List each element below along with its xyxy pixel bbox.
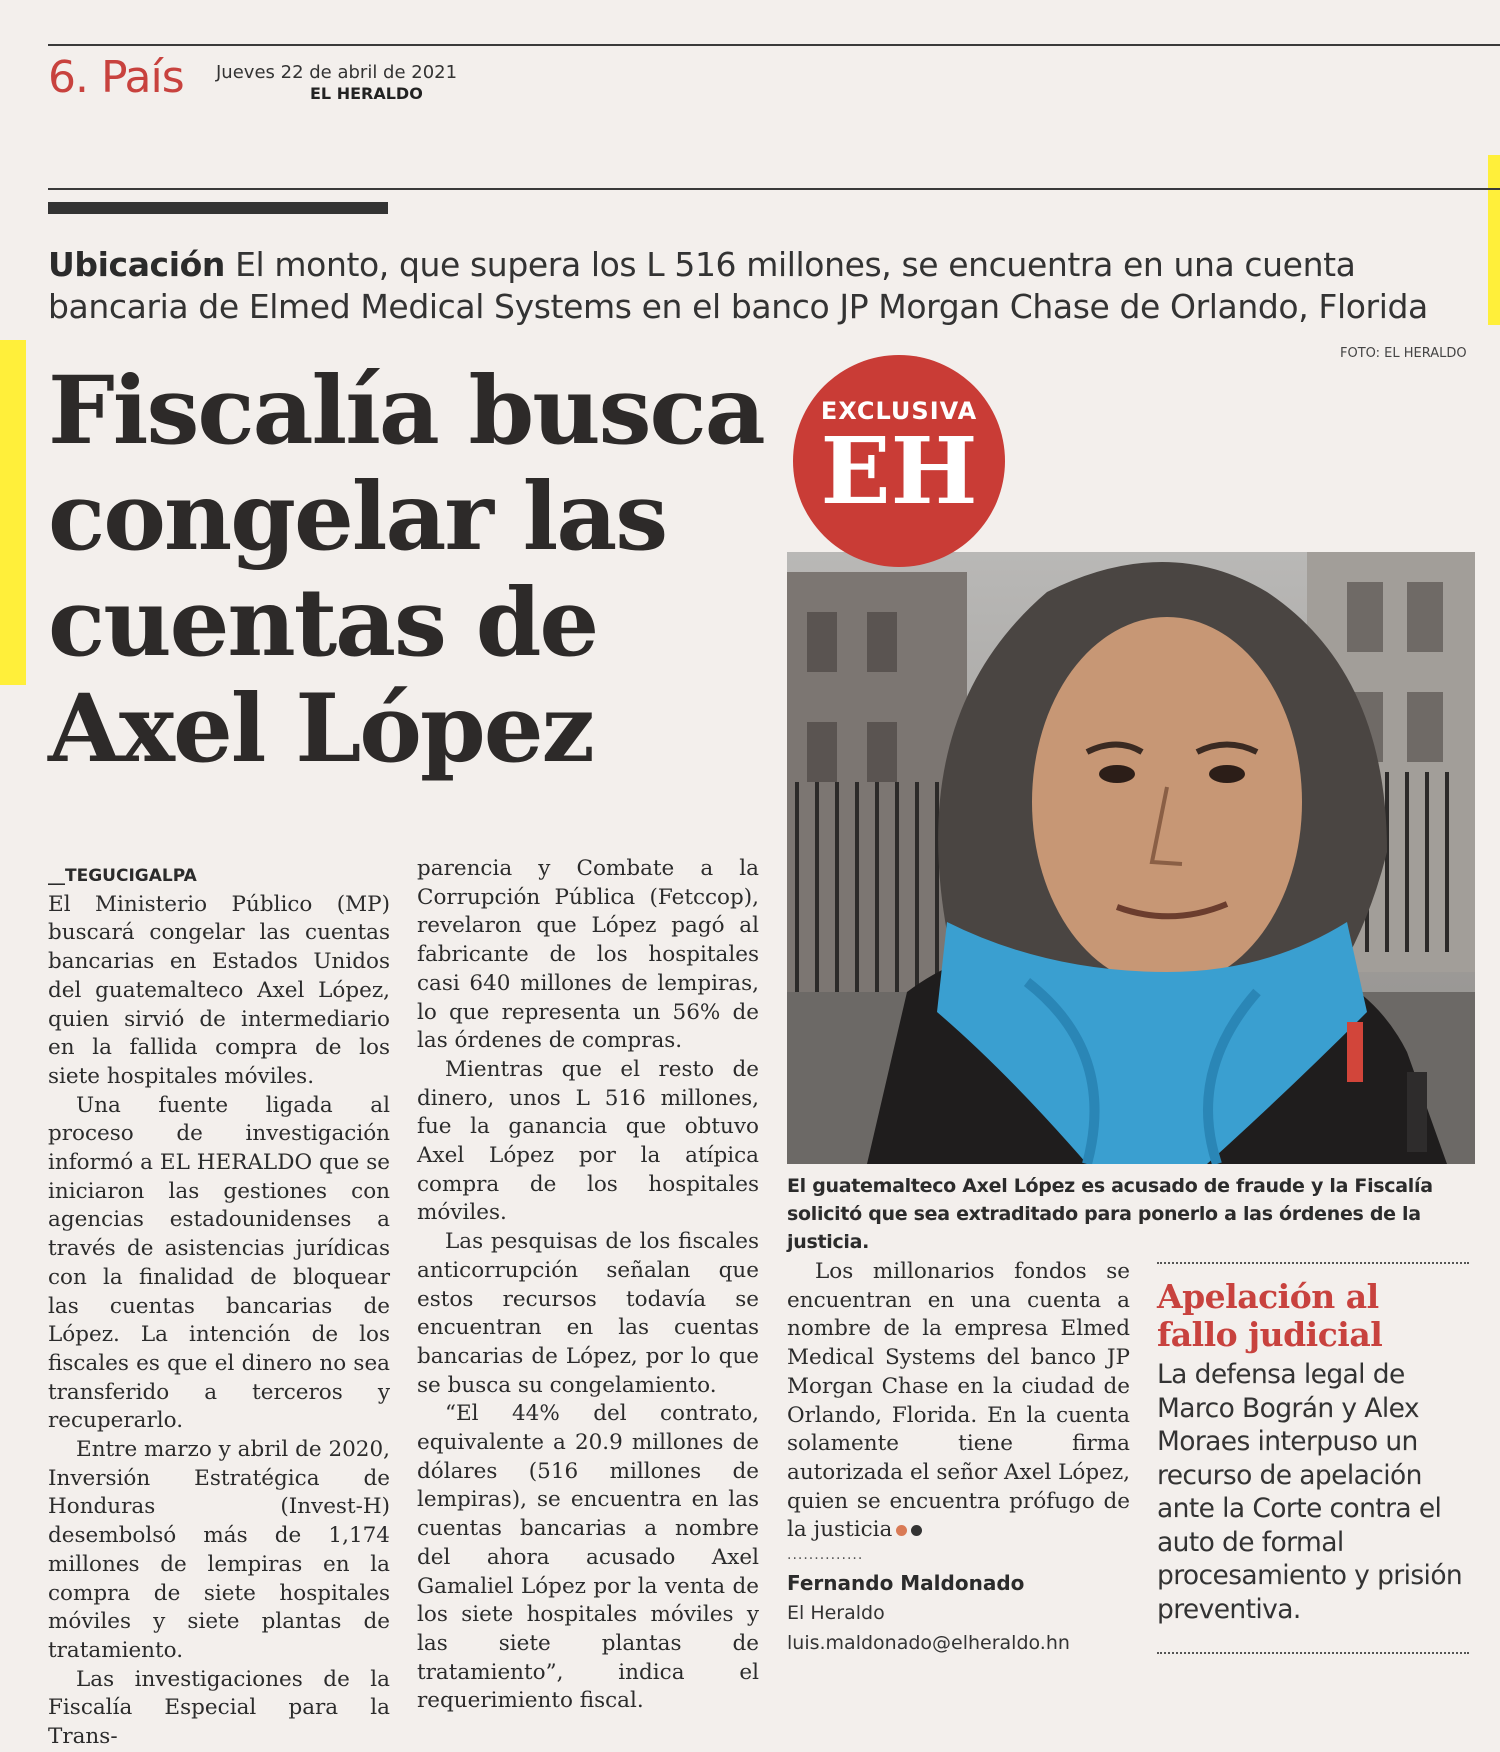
issue-date: Jueves 22 de abril de 2021 [216, 62, 458, 83]
kicker-label: Ubicación [48, 245, 225, 284]
paragraph: Entre marzo y abril de 2020, Inversión Estratégica de Honduras (Invest-H) desembolsó más de 1,174 millones de lempiras en la compra de siete hospitales móviles y siete plantas de tratamiento. [48, 1437, 390, 1663]
section-bar [48, 202, 388, 214]
paragraph [787, 1258, 1130, 1545]
newspaper-name: EL HERALDO [310, 84, 423, 103]
top-rule [48, 44, 1500, 46]
portrait-illustration [787, 552, 1475, 1164]
badge-label: EXCLUSIVA [820, 397, 978, 425]
dateline: __TEGUCIGALPA [48, 866, 197, 886]
kicker-text: El monto, que supera los L 516 millones, se encuentra en una cuenta bancaria de Elmed Medical Systems en el banco JP Morgan Chase de Orlando, Florida [48, 245, 1428, 326]
paragraph: Las investigaciones de la Fiscalía Especial para la Trans- [48, 1666, 390, 1750]
photo-credit: FOTO: EL HERALDO [1340, 346, 1467, 361]
article-photo [787, 552, 1475, 1164]
dateline-text: TEGUCIGALPA [65, 866, 197, 886]
paragraph: Las pesquisas de los fiscales anticorrupción señalan que estos recursos todavía se encuentran en las cuentas bancarias de López, por lo que se busca su congelamiento. [417, 1229, 759, 1398]
article-column-3 [787, 1258, 1130, 1545]
author-outlet: El Heraldo [787, 1602, 885, 1624]
kicker [48, 244, 1468, 328]
section-label: 6. País [48, 52, 184, 103]
byline [787, 1548, 1130, 1658]
sidebar-bottom-rule [1157, 1652, 1469, 1654]
badge-logo: EH [820, 417, 978, 525]
exclusive-badge [793, 355, 1005, 567]
end-mark-icon [896, 1525, 907, 1536]
paragraph: Mientras que el resto de dinero, unos L 516 millones, fue la ganancia que obtuvo Axel López por la atípica compra de los hospitales móviles. [417, 1056, 759, 1226]
sidebar-top-rule [1157, 1262, 1469, 1264]
author-email[interactable]: luis.maldonado@elheraldo.hn [787, 1632, 1070, 1654]
sidebar-text: La defensa legal de Marco Bográn y Alex Moraes interpuso un recurso de apelación ante la Corte contra el auto de formal procesamiento y prisión preventiva. [1157, 1359, 1463, 1625]
paragraph-text: Los millonarios fondos se encuentran en una cuenta a nombre de la empresa Elmed Medical Systems del banco JP Morgan Chase en la ciudad de Orlando, Florida. En la cuenta solamente tiene firma autorizada el señor Axel López, quien se encuentra prófugo de la justicia [787, 1259, 1131, 1543]
paragraph: El Ministerio Público (MP) buscará congelar las cuentas bancarias en Estados Unidos del guatemalteco Axel López, quien sirvió de intermediario en la fallida compra de los siete hospitales móviles. [48, 891, 390, 1089]
highlighter-mark-right [1488, 155, 1500, 325]
highlighter-mark-left [0, 340, 26, 685]
sidebar-title: Apelación al fallo judicial [1157, 1277, 1383, 1354]
article-column-1 [48, 862, 390, 1752]
sidebar-box [1157, 1262, 1469, 1654]
paragraph: parencia y Combate a la Corrupción Pública (Fetccop), revelaron que López pagó al fabricante de los hospitales casi 640 millones de lempiras, lo que representa un 56% de las órdenes de compras. [417, 856, 759, 1054]
author-name: Fernando Maldonado [787, 1571, 1025, 1595]
paragraph: “El 44% del contrato, equivalente a 20.9 millones de dólares (516 millones de lempiras), se encuentra en las cuentas bancarias a nombre del ahora acusado Axel Gamaliel López por la venta de los siete hospitales móviles y las siete plantas de tratamiento”, indica el requerimiento fiscal. [417, 1401, 759, 1714]
end-mark-icon [911, 1525, 922, 1536]
header-rule [48, 188, 1500, 190]
paragraph: Una fuente ligada al proceso de investigación informó a EL HERALDO que se iniciaron las gestiones con agencias estadounidenses a través de asistencias jurídicas con la finalidad de bloquear las cuentas bancarias de López. La intención de los fiscales es que el dinero no sea transferido a terceros y recuperarlo. [48, 1092, 390, 1434]
headline: Fiscalía busca congelar las cuentas de Axel López [48, 356, 764, 784]
byline-divider: .............. [787, 1547, 864, 1563]
photo-caption: El guatemalteco Axel López es acusado de fraude y la Fiscalía solicitó que sea extraditado para ponerlo a las órdenes de la justicia. [787, 1175, 1433, 1253]
article-column-2 [417, 855, 759, 1716]
